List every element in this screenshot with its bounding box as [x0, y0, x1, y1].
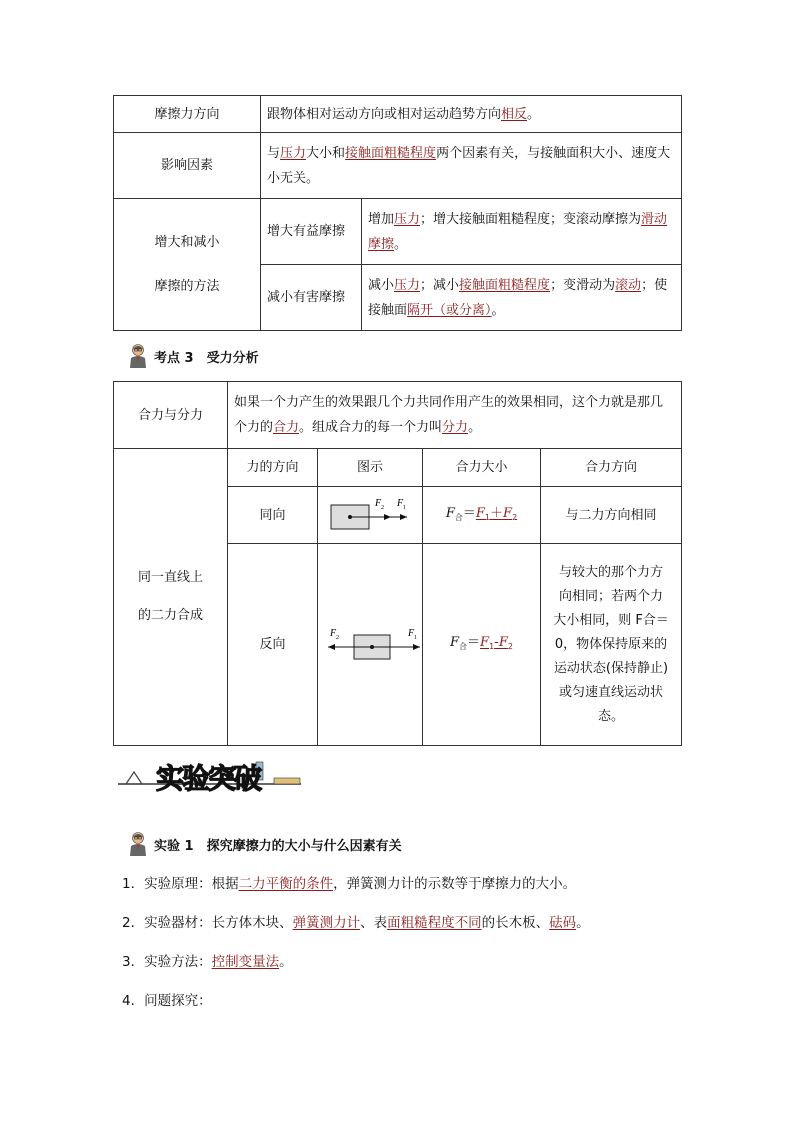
combine-label-line1: 同一直线上 — [137, 570, 203, 585]
experiment-banner — [116, 752, 306, 796]
result-line: 大小相同，则 F合＝ — [553, 612, 669, 628]
item-text — [144, 876, 576, 892]
section-title: 考点 3 受力分析 — [154, 350, 259, 366]
text-segment: 。 — [576, 915, 590, 931]
list-item — [122, 989, 212, 1009]
text-segment: 实验器材：长方体木块、 — [144, 915, 293, 931]
combine-label — [114, 449, 228, 746]
answer-text: 隔开（或分离） — [407, 302, 492, 318]
list-item — [122, 911, 590, 931]
formula-f1-sub: 1 — [484, 512, 491, 522]
formula-sub: 合 — [459, 642, 468, 651]
f2-sub: 2 — [381, 505, 384, 511]
formula-f1: F — [480, 635, 490, 650]
ruler-icon — [274, 778, 300, 784]
answer-text: 压力 — [394, 277, 421, 293]
text-segment: 。 — [394, 236, 408, 252]
formula-f2: F — [498, 635, 508, 650]
result-line: 0，物体保持原来的 — [554, 636, 668, 652]
answer-text: 弹簧测力计 — [292, 915, 361, 931]
formula-eq: ＝ — [467, 635, 481, 650]
row-label: 影响因素 — [114, 133, 261, 199]
text-segment: 问题探究： — [144, 993, 212, 1009]
column-header: 图示 — [318, 449, 423, 487]
text-segment: 增加 — [368, 211, 395, 227]
answer-text: 压力 — [394, 211, 421, 227]
column-header: 合力方向 — [541, 449, 682, 487]
text-segment: 与 — [267, 145, 281, 161]
f2-sub: 2 — [336, 634, 339, 641]
text-segment: 减小 — [368, 277, 395, 293]
text-segment: 实验方法： — [144, 954, 212, 970]
item-number: 3． — [122, 954, 145, 970]
answer-text: 面粗糙程度不同 — [387, 915, 482, 931]
section-heading — [128, 344, 259, 368]
result-line: 或匀速直线运动状 — [559, 684, 664, 700]
text-segment: 。 — [468, 420, 482, 435]
sub-row-label: 增大有益摩擦 — [261, 199, 362, 265]
item-text — [144, 993, 212, 1009]
answer-text: 分力 — [442, 420, 469, 435]
item-number: 4． — [122, 993, 145, 1009]
text-segment: 大小和 — [306, 145, 346, 161]
teacher-icon — [128, 832, 148, 856]
friction-table — [113, 95, 682, 331]
text-segment: 、表 — [360, 915, 388, 931]
answer-text: 控制变量法 — [211, 954, 280, 970]
formula-cell — [423, 487, 541, 544]
method-label — [114, 199, 261, 331]
text-segment: 两个因素有关，与接触面积大小、速度大小无关。 — [267, 145, 671, 186]
same-direction-diagram — [325, 495, 415, 535]
answer-text: 砝码 — [549, 915, 577, 931]
formula-op: - — [494, 635, 499, 650]
experiment-title: 实验 1 探究摩擦力的大小与什么因素有关 — [154, 838, 402, 854]
answer-text: 接触面粗糙程度 — [345, 145, 437, 161]
result-line: 向相同；若两个力 — [559, 588, 664, 604]
text-segment: 。 — [279, 954, 293, 970]
f2-label: F — [330, 627, 337, 639]
method-label-line2: 摩擦的方法 — [154, 278, 220, 294]
sub-row-label: 减小有害摩擦 — [261, 265, 362, 331]
formula-f2-sub: 2 — [507, 642, 513, 651]
row-label: 摩擦力方向 — [114, 96, 261, 133]
table-row — [114, 382, 682, 449]
formula-sub: 合 — [454, 512, 463, 522]
formula-f1: F — [475, 505, 485, 521]
formula-f2-sub: 2 — [512, 512, 518, 522]
text-segment: 如果一个力产生的效果跟几个力共同作用产生的效果相同，这个力就是那几个力的 — [234, 395, 664, 435]
item-number: 2． — [122, 915, 145, 931]
row-content — [261, 133, 682, 199]
text-segment: 。 — [491, 302, 505, 318]
row-label: 合力与分力 — [114, 382, 228, 449]
item-text — [144, 915, 590, 931]
table-row — [114, 199, 682, 265]
text-segment: 实验原理：根据 — [144, 876, 239, 892]
answer-text: 滚动 — [615, 277, 642, 293]
result-line: 态。 — [598, 708, 625, 724]
header-row — [114, 449, 682, 487]
table-row — [114, 133, 682, 199]
text-segment: ；变滑动为 — [550, 277, 616, 293]
result-direction: 与二力方向相同 — [541, 487, 682, 544]
force-table — [113, 381, 682, 746]
result-line: 运动状态(保持静止) — [553, 660, 669, 676]
row-content — [261, 96, 682, 133]
column-header: 合力大小 — [423, 449, 541, 487]
text-segment: ；减小 — [420, 277, 460, 293]
result-line: 与较大的那个力方 — [559, 564, 664, 580]
direction-cell: 同向 — [228, 487, 318, 544]
f1-sub: 1 — [403, 505, 406, 511]
answer-text: 接触面粗糙程度 — [459, 277, 551, 293]
answer-text: 二力平衡的条件 — [238, 876, 334, 892]
column-header: 力的方向 — [228, 449, 318, 487]
text-segment: 。组成合力的每一个力叫 — [299, 420, 443, 435]
list-item — [122, 950, 293, 970]
diagram-cell — [318, 544, 423, 746]
formula-f1-sub: 1 — [489, 642, 495, 651]
text-segment: 。 — [527, 106, 541, 122]
item-number: 1． — [122, 876, 145, 892]
teacher-icon — [128, 344, 148, 368]
formula-op: ＋ — [490, 505, 504, 521]
direction-cell: 反向 — [228, 544, 318, 746]
f1-sub: 1 — [414, 634, 417, 641]
experiment-heading — [128, 832, 402, 856]
text-segment: ，弹簧测力计的示数等于摩擦力的大小。 — [333, 876, 577, 892]
f2-label: F — [375, 498, 382, 509]
opposite-direction-diagram — [324, 623, 424, 667]
method-label-line1: 增大和减小 — [154, 234, 220, 250]
text-segment: ；使接触面 — [368, 277, 668, 318]
diagram-cell — [318, 487, 423, 544]
answer-text: 压力 — [280, 145, 307, 161]
sub-row-content — [362, 265, 682, 331]
text-segment: 跟物体相对运动方向或相对运动趋势方向 — [267, 106, 502, 122]
result-direction — [541, 544, 682, 746]
combine-label-line2: 的二力合成 — [137, 608, 203, 623]
table-row — [114, 96, 682, 133]
text-segment: ；增大接触面粗糙程度；变滚动摩擦为 — [420, 211, 642, 227]
formula-f2: F — [503, 505, 513, 521]
answer-text: 滑动摩擦 — [368, 211, 668, 252]
formula-cell — [423, 544, 541, 746]
text-segment: 的长木板、 — [481, 915, 550, 931]
f1-label: F — [397, 498, 404, 509]
row-content — [228, 382, 682, 449]
formula-f: F — [445, 505, 455, 521]
banner-text: 实验突破 — [156, 762, 261, 795]
formula-f: F — [450, 635, 460, 650]
answer-text: 相反 — [501, 106, 528, 122]
list-item — [122, 872, 576, 892]
item-text — [144, 954, 293, 970]
formula-eq: ＝ — [462, 505, 476, 521]
answer-text: 合力 — [273, 420, 300, 435]
f1-label: F — [408, 627, 415, 639]
sub-row-content — [362, 199, 682, 265]
